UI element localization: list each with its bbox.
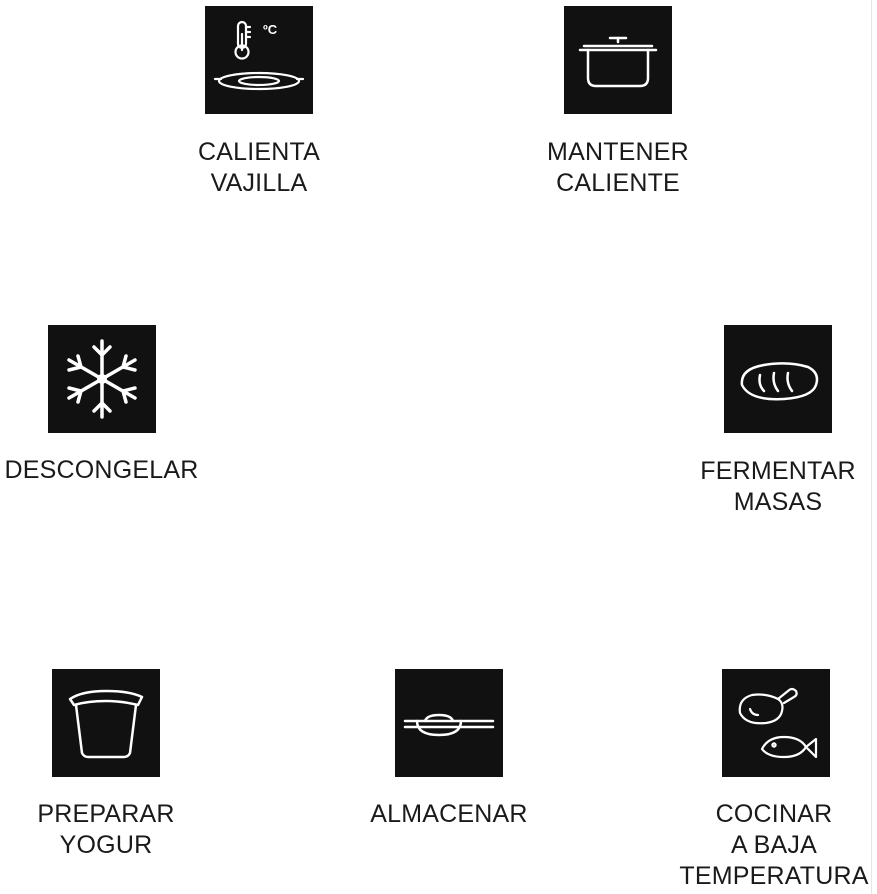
mode-label-line: VAJILLA [210, 169, 308, 197]
mode-tile-keep-warm[interactable] [564, 6, 672, 114]
chicken-fish-icon [722, 669, 830, 777]
celsius-unit: ºC [263, 22, 278, 37]
mode-label-store [349, 799, 549, 830]
mode-label-keep-warm [538, 137, 698, 199]
mode-label-line: A BAJA [731, 831, 817, 859]
mode-label-line: DESCONGELAR [4, 456, 199, 484]
mode-label-line: MANTENER [547, 138, 689, 166]
mode-label-line: FERMENTAR [700, 457, 856, 485]
mode-label-warm-dishes [179, 137, 339, 199]
mode-label-low-temp-cooking [674, 799, 874, 892]
pan-icon [395, 669, 503, 777]
bread-icon [724, 325, 832, 433]
mode-tile-store[interactable] [395, 669, 503, 777]
mode-label-yogurt [26, 799, 186, 861]
mode-label-line: YOGUR [59, 831, 153, 859]
mode-label-line: ALMACENAR [370, 800, 528, 828]
mode-label-line: COCINAR [715, 800, 833, 828]
mode-tile-warm-dishes[interactable] [205, 6, 313, 114]
mode-label-defrost [0, 455, 203, 486]
mode-label-line: PREPARAR [37, 800, 175, 828]
mode-label-line: MASAS [733, 488, 823, 516]
thermometer-plate-icon [205, 6, 313, 114]
mode-label-line: CALIENTE [556, 169, 680, 197]
mode-tile-defrost[interactable] [48, 325, 156, 433]
mode-label-line: TEMPERATURA [679, 862, 869, 890]
mode-tile-proof-dough[interactable] [724, 325, 832, 433]
mode-tile-yogurt[interactable] [52, 669, 160, 777]
snowflake-icon [48, 325, 156, 433]
mode-tile-low-temp-cooking[interactable] [722, 669, 830, 777]
page-edge-line [871, 0, 872, 894]
pot-icon [564, 6, 672, 114]
yogurt-cup-icon [52, 669, 160, 777]
mode-label-proof-dough [698, 456, 858, 518]
mode-label-line: CALIENTA [198, 138, 320, 166]
